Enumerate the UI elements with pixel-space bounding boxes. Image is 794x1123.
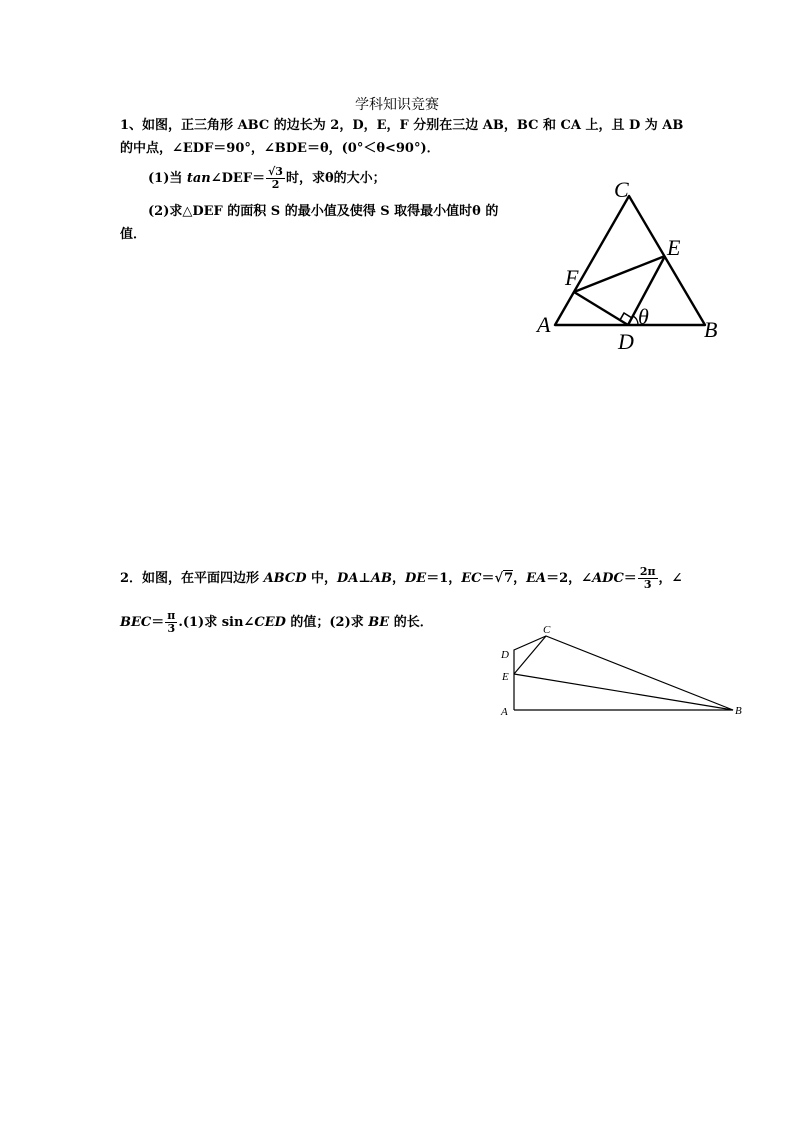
label-e: E: [667, 235, 681, 260]
page-title: 学科知识竞赛: [355, 97, 439, 113]
q2-l2-b: .(1)求 sin∠: [178, 615, 255, 630]
q2-l1-adc: ADC: [592, 571, 624, 586]
label-b: B: [704, 317, 718, 342]
q2-l2-ced: CED: [254, 615, 286, 630]
q2-l1-e: ＝: [481, 571, 495, 586]
q2-l1-d: ＝1，: [426, 571, 462, 586]
q2-l1-ea: EA: [526, 571, 547, 586]
q2-l2-be: BE: [368, 615, 390, 630]
q1-p1-tan: tan: [186, 171, 211, 186]
label-b-2: B: [735, 705, 742, 717]
label-e-2: E: [502, 671, 509, 683]
q1-p1-mid: ∠DEF＝: [210, 171, 266, 186]
q2-l1-ec: EC: [461, 571, 482, 586]
label-theta: θ: [638, 304, 649, 329]
q2-l2-a: ＝: [151, 615, 165, 630]
segment-eb: [514, 674, 733, 710]
q2-l1-da: DA: [337, 571, 359, 586]
q1-p1-frac-den: 2: [271, 178, 280, 191]
label-a-2: A: [501, 706, 508, 718]
q2-l1-a: 2．如图，在平面四边形: [120, 571, 264, 586]
q2-l1-sqrt-sign: √: [494, 571, 504, 586]
q1-line-1: 1、如图，正三角形 ABC 的边长为 2，D，E，F 分别在三边 AB，BC 和 CA 上，且 D 为 AB: [120, 118, 684, 133]
q1-line-2: 的中点，∠EDF＝90°，∠BDE＝θ，(0°＜θ<90°)．: [120, 141, 440, 156]
q2-l2-bec: BEC: [120, 615, 152, 630]
segment-ec: [514, 636, 546, 674]
q2-l1-i: ，∠: [658, 571, 683, 586]
q2-l2-c: 的值；(2)求: [285, 615, 369, 630]
q1-p1-frac-num: √3: [268, 165, 283, 178]
q1-part-2-line-1: (2)求△DEF 的面积 S 的最小值及使得 S 取得最小值时θ 的: [148, 204, 499, 219]
label-f: F: [565, 265, 579, 290]
label-d-2: D: [501, 649, 509, 661]
q2-l1-de: DE: [405, 571, 427, 586]
q1-p1-pre: (1)当: [148, 171, 187, 186]
quadrilateral-outline: [514, 636, 733, 710]
q2-l1-frac-den: 3: [643, 578, 652, 591]
q2-l2-frac-den: 3: [167, 622, 176, 635]
q2-l1-b: 中，: [306, 571, 338, 586]
q2-l1-sqrt: 7: [504, 571, 514, 586]
q2-l1-perp: ⊥: [358, 571, 371, 586]
label-c: C: [614, 177, 629, 202]
q2-l1-c: ，: [391, 571, 405, 586]
q2-l1-abcd: ABCD: [263, 571, 307, 586]
q1-part-2-line-2: 值．: [120, 227, 147, 242]
label-a: A: [537, 312, 551, 337]
q2-l2-frac-num: π: [167, 609, 176, 622]
q2-l2-d: 的长．: [389, 615, 433, 630]
q2-l1-ab: AB: [370, 571, 392, 586]
q1-p1-post: 时，求θ的大小；: [285, 171, 386, 186]
q2-l1-h: ＝: [623, 571, 637, 586]
label-d: D: [618, 329, 634, 354]
label-c-2: C: [543, 624, 551, 636]
q2-l1-g: ＝2，∠: [546, 571, 593, 586]
q2-l1-f: ，: [513, 571, 527, 586]
q2-l1-frac-num: 2π: [639, 565, 656, 578]
